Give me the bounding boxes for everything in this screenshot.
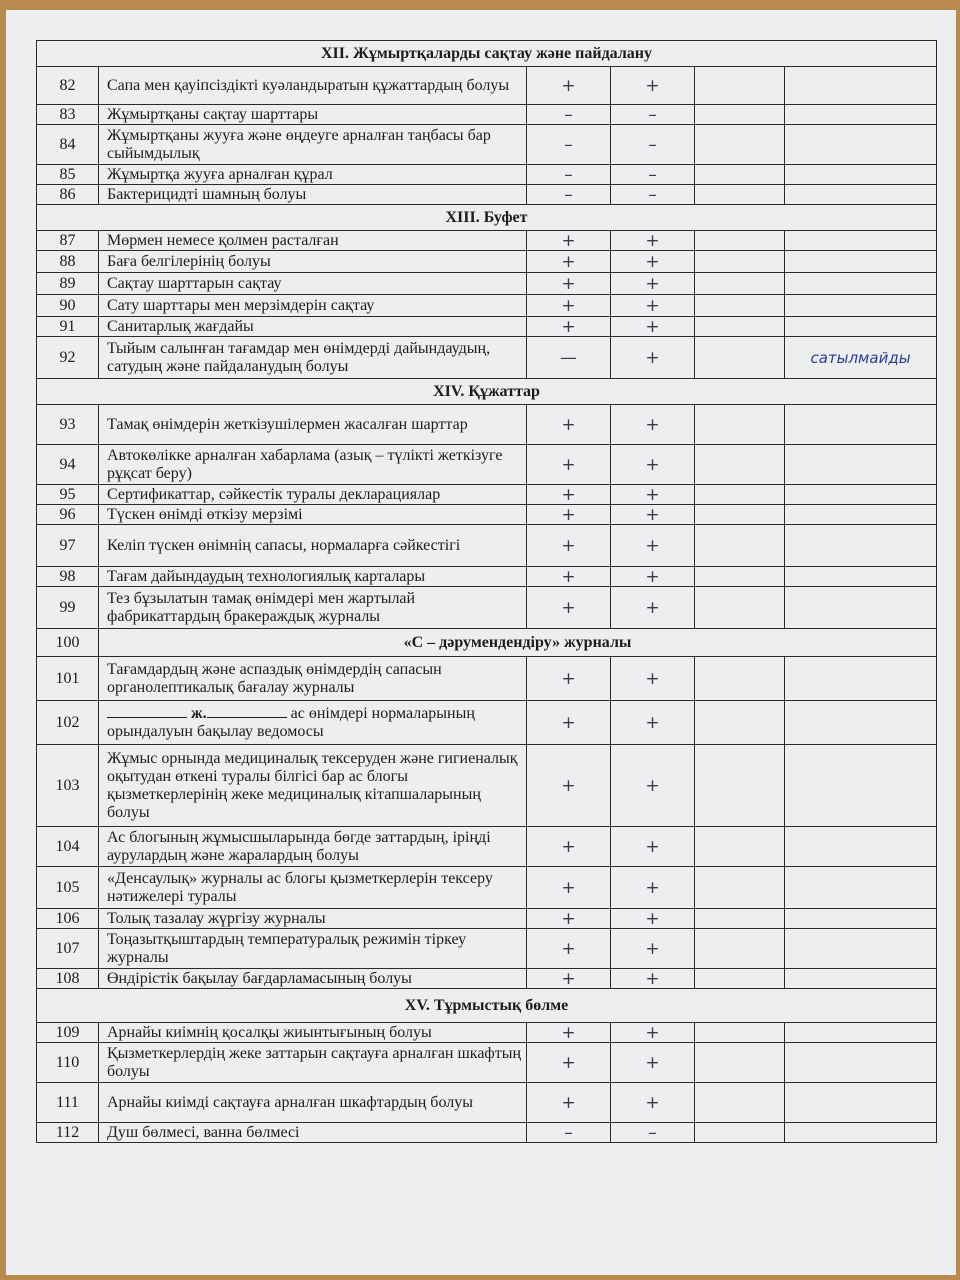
note-column <box>785 317 937 337</box>
row-title: «С – дәрумендендіру» журналы <box>99 629 937 657</box>
empty-column-3 <box>695 505 785 525</box>
mark-column-2: + <box>611 1043 695 1083</box>
mark-column-1: + <box>527 485 611 505</box>
table-row <box>37 525 937 567</box>
note-column <box>785 125 937 165</box>
row-text: Тез бұзылатын тамақ өнімдері мен жартылай фабрикаттардың бракераждық журналы <box>99 587 527 629</box>
row-number: 97 <box>37 525 99 567</box>
empty-column-3 <box>695 701 785 745</box>
table-row <box>37 929 937 969</box>
mark-column-2: – <box>611 125 695 165</box>
mark-column-2: + <box>611 929 695 969</box>
note-column <box>785 867 937 909</box>
empty-column-3 <box>695 1123 785 1143</box>
empty-column-3 <box>695 827 785 867</box>
row-text: Сақтау шарттарын сақтау <box>99 273 527 295</box>
table-row <box>37 1023 937 1043</box>
table-row <box>37 251 937 273</box>
row-number: 88 <box>37 251 99 273</box>
row-number: 100 <box>37 629 99 657</box>
mark-column-2: + <box>611 251 695 273</box>
row-number: 96 <box>37 505 99 525</box>
table-row <box>37 1083 937 1123</box>
mark-column-2: + <box>611 67 695 105</box>
empty-column-3 <box>695 125 785 165</box>
paper-sheet <box>6 10 956 1275</box>
row-number: 102 <box>37 701 99 745</box>
row-text: Баға белгілерінің болуы <box>99 251 527 273</box>
mark-column-1: + <box>527 867 611 909</box>
row-text <box>99 701 527 745</box>
mark-column-2: + <box>611 295 695 317</box>
note-column <box>785 909 937 929</box>
row-text: Душ бөлмесі, ванна бөлмесі <box>99 1123 527 1143</box>
table-row <box>37 337 937 379</box>
mark-column-1: + <box>527 251 611 273</box>
empty-column-3 <box>695 185 785 205</box>
table-row <box>37 185 937 205</box>
table-row <box>37 445 937 485</box>
table-row <box>37 969 937 989</box>
empty-column-3 <box>695 317 785 337</box>
empty-column-3 <box>695 969 785 989</box>
row-number: 107 <box>37 929 99 969</box>
mark-column-2: + <box>611 567 695 587</box>
mark-column-2: + <box>611 587 695 629</box>
note-column <box>785 969 937 989</box>
mark-column-2: + <box>611 317 695 337</box>
empty-column-3 <box>695 929 785 969</box>
note-column <box>785 105 937 125</box>
empty-column-3 <box>695 1043 785 1083</box>
mark-column-2: + <box>611 405 695 445</box>
table-row <box>37 295 937 317</box>
empty-column-3 <box>695 909 785 929</box>
note-column <box>785 273 937 295</box>
mark-column-2: + <box>611 273 695 295</box>
note-column <box>785 505 937 525</box>
row-text: Тағамдардың және аспаздық өнімдердің сапасын органолептикалық бағалау журналы <box>99 657 527 701</box>
table-row <box>37 657 937 701</box>
mark-column-2: + <box>611 909 695 929</box>
empty-column-3 <box>695 295 785 317</box>
empty-column-3 <box>695 337 785 379</box>
mark-column-2: + <box>611 969 695 989</box>
empty-column-3 <box>695 567 785 587</box>
row-number: 82 <box>37 67 99 105</box>
mark-column-1: + <box>527 295 611 317</box>
note-column <box>785 745 937 827</box>
table-row <box>37 405 937 445</box>
note-column <box>785 929 937 969</box>
table-row <box>37 67 937 105</box>
section-header-row <box>37 989 937 1023</box>
row-text: Жұмыс орнында медициналық тексеруден және гигиеналық оқытудан өткені туралы білгісі бар ас блогы қызметкерлерінің жеке медициналық кітапшаларының болуы <box>99 745 527 827</box>
table-row <box>37 629 937 657</box>
row-number: 93 <box>37 405 99 445</box>
table-row <box>37 1043 937 1083</box>
table-row <box>37 909 937 929</box>
table-row <box>37 105 937 125</box>
mark-column-2: + <box>611 337 695 379</box>
row-number: 86 <box>37 185 99 205</box>
row-number: 94 <box>37 445 99 485</box>
empty-column-3 <box>695 251 785 273</box>
mark-column-1: + <box>527 231 611 251</box>
empty-column-3 <box>695 445 785 485</box>
empty-column-3 <box>695 273 785 295</box>
mark-column-1: + <box>527 701 611 745</box>
mark-column-2: + <box>611 485 695 505</box>
mark-column-1: — <box>527 337 611 379</box>
section-title: XIV. Құжаттар <box>37 379 937 405</box>
empty-column-3 <box>695 1023 785 1043</box>
table-row <box>37 1123 937 1143</box>
mark-column-1: + <box>527 525 611 567</box>
row-number: 109 <box>37 1023 99 1043</box>
table-row <box>37 231 937 251</box>
mark-column-2: + <box>611 505 695 525</box>
note-column <box>785 657 937 701</box>
table-row <box>37 165 937 185</box>
row-text: Тамақ өнімдерін жеткізушілермен жасалған шарттар <box>99 405 527 445</box>
note-column <box>785 567 937 587</box>
empty-column-3 <box>695 745 785 827</box>
row-text: Түскен өнімді өткізу мерзімі <box>99 505 527 525</box>
row-text: Сертификаттар, сәйкестік туралы декларациялар <box>99 485 527 505</box>
empty-column-3 <box>695 525 785 567</box>
row-text-body: ас өнімдері нормаларының орындалуын бақылау ведомосы <box>107 704 475 740</box>
mark-column-1: + <box>527 657 611 701</box>
mark-column-1: – <box>527 1123 611 1143</box>
row-text: Мөрмен немесе қолмен расталған <box>99 231 527 251</box>
note-column <box>785 231 937 251</box>
row-text: «Денсаулық» журналы ас блогы қызметкерлерін тексеру нәтижелері туралы <box>99 867 527 909</box>
empty-column-3 <box>695 657 785 701</box>
mark-column-1: + <box>527 969 611 989</box>
row-number: 110 <box>37 1043 99 1083</box>
mark-column-1: + <box>527 909 611 929</box>
mark-column-1: – <box>527 185 611 205</box>
row-text: Санитарлық жағдайы <box>99 317 527 337</box>
note-column <box>785 1023 937 1043</box>
row-number: 83 <box>37 105 99 125</box>
row-text: Ас блогының жұмысшыларында бөгде заттардың, іріңді аурулардың және жаралардың болуы <box>99 827 527 867</box>
note-column <box>785 1123 937 1143</box>
row-number: 95 <box>37 485 99 505</box>
empty-column-3 <box>695 587 785 629</box>
section-header-row <box>37 379 937 405</box>
empty-column-3 <box>695 405 785 445</box>
table-row <box>37 701 937 745</box>
inspection-checklist-table <box>36 40 937 1143</box>
row-number: 87 <box>37 231 99 251</box>
note-column <box>785 827 937 867</box>
row-text: Қызметкерлердің жеке заттарын сақтауға арналған шкафтың болуы <box>99 1043 527 1083</box>
table-row <box>37 317 937 337</box>
row-text-prefix: ж. <box>191 704 207 722</box>
empty-column-3 <box>695 67 785 105</box>
mark-column-2: + <box>611 1083 695 1123</box>
mark-column-2: – <box>611 185 695 205</box>
mark-column-1: + <box>527 273 611 295</box>
mark-column-2: + <box>611 657 695 701</box>
note-column <box>785 701 937 745</box>
row-text: Тыйым салынған тағамдар мен өнімдерді дайындаудың, сатудың және пайдаланудың болуы <box>99 337 527 379</box>
row-number: 103 <box>37 745 99 827</box>
table-row <box>37 587 937 629</box>
note-column <box>785 485 937 505</box>
row-text: Автокөлікке арналған хабарлама (азық – түлікті жеткізуге рұқсат беру) <box>99 445 527 485</box>
table-row <box>37 125 937 165</box>
row-number: 106 <box>37 909 99 929</box>
note-column <box>785 67 937 105</box>
mark-column-1: + <box>527 405 611 445</box>
mark-column-2: + <box>611 867 695 909</box>
section-header-row <box>37 205 937 231</box>
mark-column-2: + <box>611 745 695 827</box>
row-text: Жұмыртқаны сақтау шарттары <box>99 105 527 125</box>
mark-column-2: + <box>611 525 695 567</box>
note-column <box>785 1083 937 1123</box>
note-column <box>785 587 937 629</box>
row-text: Сату шарттары мен мерзімдерін сақтау <box>99 295 527 317</box>
row-text: Бактерицидті шамның болуы <box>99 185 527 205</box>
row-number: 98 <box>37 567 99 587</box>
mark-column-2: + <box>611 231 695 251</box>
table-row <box>37 867 937 909</box>
mark-column-2: – <box>611 165 695 185</box>
note-column: сатылмайды <box>785 337 937 379</box>
row-text: Жұмыртқа жууға арналған құрал <box>99 165 527 185</box>
note-column <box>785 295 937 317</box>
mark-column-1: + <box>527 317 611 337</box>
mark-column-2: – <box>611 105 695 125</box>
row-number: 84 <box>37 125 99 165</box>
row-number: 85 <box>37 165 99 185</box>
row-text: Тағам дайындаудың технологиялық карталары <box>99 567 527 587</box>
note-column <box>785 525 937 567</box>
mark-column-1: – <box>527 165 611 185</box>
mark-column-1: + <box>527 505 611 525</box>
mark-column-1: + <box>527 1023 611 1043</box>
table-row <box>37 745 937 827</box>
mark-column-2: + <box>611 701 695 745</box>
mark-column-1: + <box>527 1083 611 1123</box>
row-text: Толық тазалау жүргізу журналы <box>99 909 527 929</box>
mark-column-2: + <box>611 445 695 485</box>
note-column <box>785 185 937 205</box>
row-number: 111 <box>37 1083 99 1123</box>
blank-line <box>107 717 187 718</box>
row-number: 104 <box>37 827 99 867</box>
row-text: Жұмыртқаны жууға және өңдеуге арналған таңбасы бар сыйымдылық <box>99 125 527 165</box>
note-column <box>785 1043 937 1083</box>
row-number: 90 <box>37 295 99 317</box>
table-row <box>37 505 937 525</box>
empty-column-3 <box>695 485 785 505</box>
mark-column-1: + <box>527 567 611 587</box>
table-row <box>37 485 937 505</box>
section-title: XII. Жұмыртқаларды сақтау және пайдалану <box>37 41 937 67</box>
empty-column-3 <box>695 867 785 909</box>
table-row <box>37 567 937 587</box>
section-title: XIII. Буфет <box>37 205 937 231</box>
note-column <box>785 165 937 185</box>
section-header-row <box>37 41 937 67</box>
section-title: XV. Тұрмыстық бөлме <box>37 989 937 1023</box>
mark-column-1: – <box>527 125 611 165</box>
mark-column-1: – <box>527 105 611 125</box>
row-number: 89 <box>37 273 99 295</box>
row-number: 105 <box>37 867 99 909</box>
empty-column-3 <box>695 165 785 185</box>
row-text: Сапа мен қауіпсіздікті куәландыратын құжаттардың болуы <box>99 67 527 105</box>
mark-column-1: + <box>527 1043 611 1083</box>
note-column <box>785 251 937 273</box>
row-text: Келіп түскен өнімнің сапасы, нормаларға сәйкестігі <box>99 525 527 567</box>
row-number: 91 <box>37 317 99 337</box>
note-column <box>785 405 937 445</box>
row-text: Арнайы киімнің қосалқы жиынтығының болуы <box>99 1023 527 1043</box>
row-number: 101 <box>37 657 99 701</box>
mark-column-1: + <box>527 929 611 969</box>
row-text: Өндірістік бақылау бағдарламасының болуы <box>99 969 527 989</box>
blank-line <box>207 717 287 718</box>
row-number: 108 <box>37 969 99 989</box>
note-column <box>785 445 937 485</box>
table-row <box>37 827 937 867</box>
mark-column-2: + <box>611 827 695 867</box>
row-text: Арнайы киімді сақтауға арналған шкафтардың болуы <box>99 1083 527 1123</box>
mark-column-1: + <box>527 587 611 629</box>
empty-column-3 <box>695 1083 785 1123</box>
mark-column-2: + <box>611 1023 695 1043</box>
mark-column-1: + <box>527 67 611 105</box>
empty-column-3 <box>695 231 785 251</box>
row-text: Тоңазытқыштардың температуралық режимін тіркеу журналы <box>99 929 527 969</box>
row-number: 112 <box>37 1123 99 1143</box>
table-row <box>37 273 937 295</box>
row-number: 99 <box>37 587 99 629</box>
mark-column-2: – <box>611 1123 695 1143</box>
mark-column-1: + <box>527 445 611 485</box>
mark-column-1: + <box>527 745 611 827</box>
row-number: 92 <box>37 337 99 379</box>
mark-column-1: + <box>527 827 611 867</box>
empty-column-3 <box>695 105 785 125</box>
